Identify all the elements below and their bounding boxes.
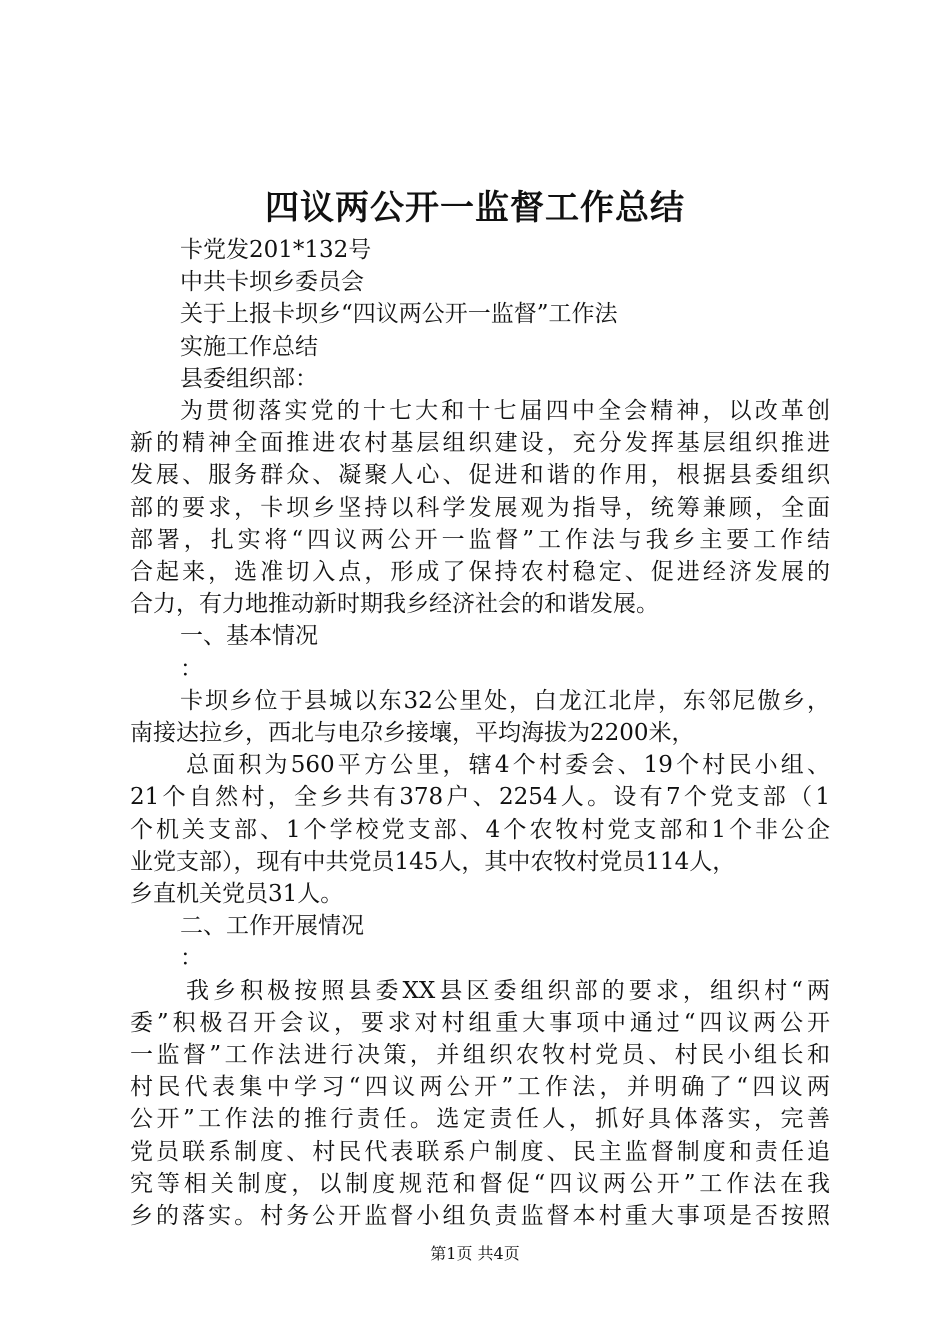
paragraph-line: 个机关支部、1个学校党支部、4个农牧村党支部和1个非公企 (130, 816, 830, 843)
paragraph-line: 卡坝乡位于县城以东32公里处，白龙江北岸，东邻尼傲乡， (180, 687, 830, 714)
section-heading-1: 一、基本情况 (180, 623, 318, 650)
paragraph-line: 乡直机关党员31人。 (130, 881, 344, 908)
paragraph-line: 南接达拉乡，西北与电尕乡接壤，平均海拔为2200米， (130, 720, 695, 747)
paragraph-line: 部署，扎实将“四议两公开一监督”工作法与我乡主要工作结 (130, 526, 830, 553)
addressee-line: 县委组织部： (180, 365, 318, 392)
document-title: 四议两公开一监督工作总结 (265, 188, 685, 228)
subject-line-2: 实施工作总结 (180, 333, 318, 360)
paragraph-line: 我乡积极按照县委XX县区委组织部的要求，组织村“两 (186, 977, 830, 1004)
paragraph-line: 公开”工作法的推行责任。选定责任人，抓好具体落实，完善 (130, 1106, 830, 1133)
paragraph-line: 为贯彻落实党的十七大和十七届四中全会精神，以改革创 (180, 398, 830, 425)
paragraph-line: 业党支部），现有中共党员145人，其中农牧村党员114人， (130, 848, 736, 875)
paragraph-line: 村民代表集中学习“四议两公开”工作法，并明确了“四议两 (130, 1074, 830, 1101)
paragraph-line: 究等相关制度，以制度规范和督促“四议两公开”工作法在我 (130, 1170, 830, 1197)
paragraph-line: 合起来，选准切入点，形成了保持农村稳定、促进经济发展的 (130, 559, 830, 586)
paragraph-line: 乡的落实。村务公开监督小组负责监督本村重大事项是否按照 (130, 1203, 830, 1230)
paragraph-line: 21个自然村，全乡共有378户、2254人。设有7个党支部（1 (130, 784, 830, 811)
document-body (130, 234, 830, 1232)
page-footer: 第1页 共4页 (430, 1244, 520, 1263)
section-heading-2: 二、工作开展情况 (180, 913, 364, 940)
paragraph-line: 部的要求，卡坝乡坚持以科学发展观为指导，统筹兼顾，全面 (130, 494, 830, 521)
issuer-line: 中共卡坝乡委员会 (180, 269, 364, 296)
section-colon: ： (180, 655, 203, 682)
section-colon: ： (180, 945, 203, 972)
paragraph-line: 新的精神全面推进农村基层组织建设，充分发挥基层组织推进 (130, 430, 830, 457)
paragraph-line: 发展、服务群众、凝聚人心、促进和谐的作用，根据县委组织 (130, 462, 830, 489)
paragraph-line: 党员联系制度、村民代表联系户制度、民主监督制度和责任追 (130, 1138, 830, 1165)
paragraph-line: 合力，有力地推动新时期我乡经济社会的和谐发展。 (130, 591, 659, 618)
paragraph-line: 一监督”工作法进行决策，并组织农牧村党员、村民小组长和 (130, 1042, 830, 1069)
doc-number: 卡党发201*132号 (180, 237, 372, 263)
subject-line-1: 关于上报卡坝乡“四议两公开一监督”工作法 (180, 301, 618, 328)
paragraph-line: 总面积为560平方公里，辖4个村委会、19个村民小组、 (186, 752, 830, 779)
paragraph-line: 委”积极召开会议，要求对村组重大事项中通过“四议两公开 (130, 1009, 830, 1036)
